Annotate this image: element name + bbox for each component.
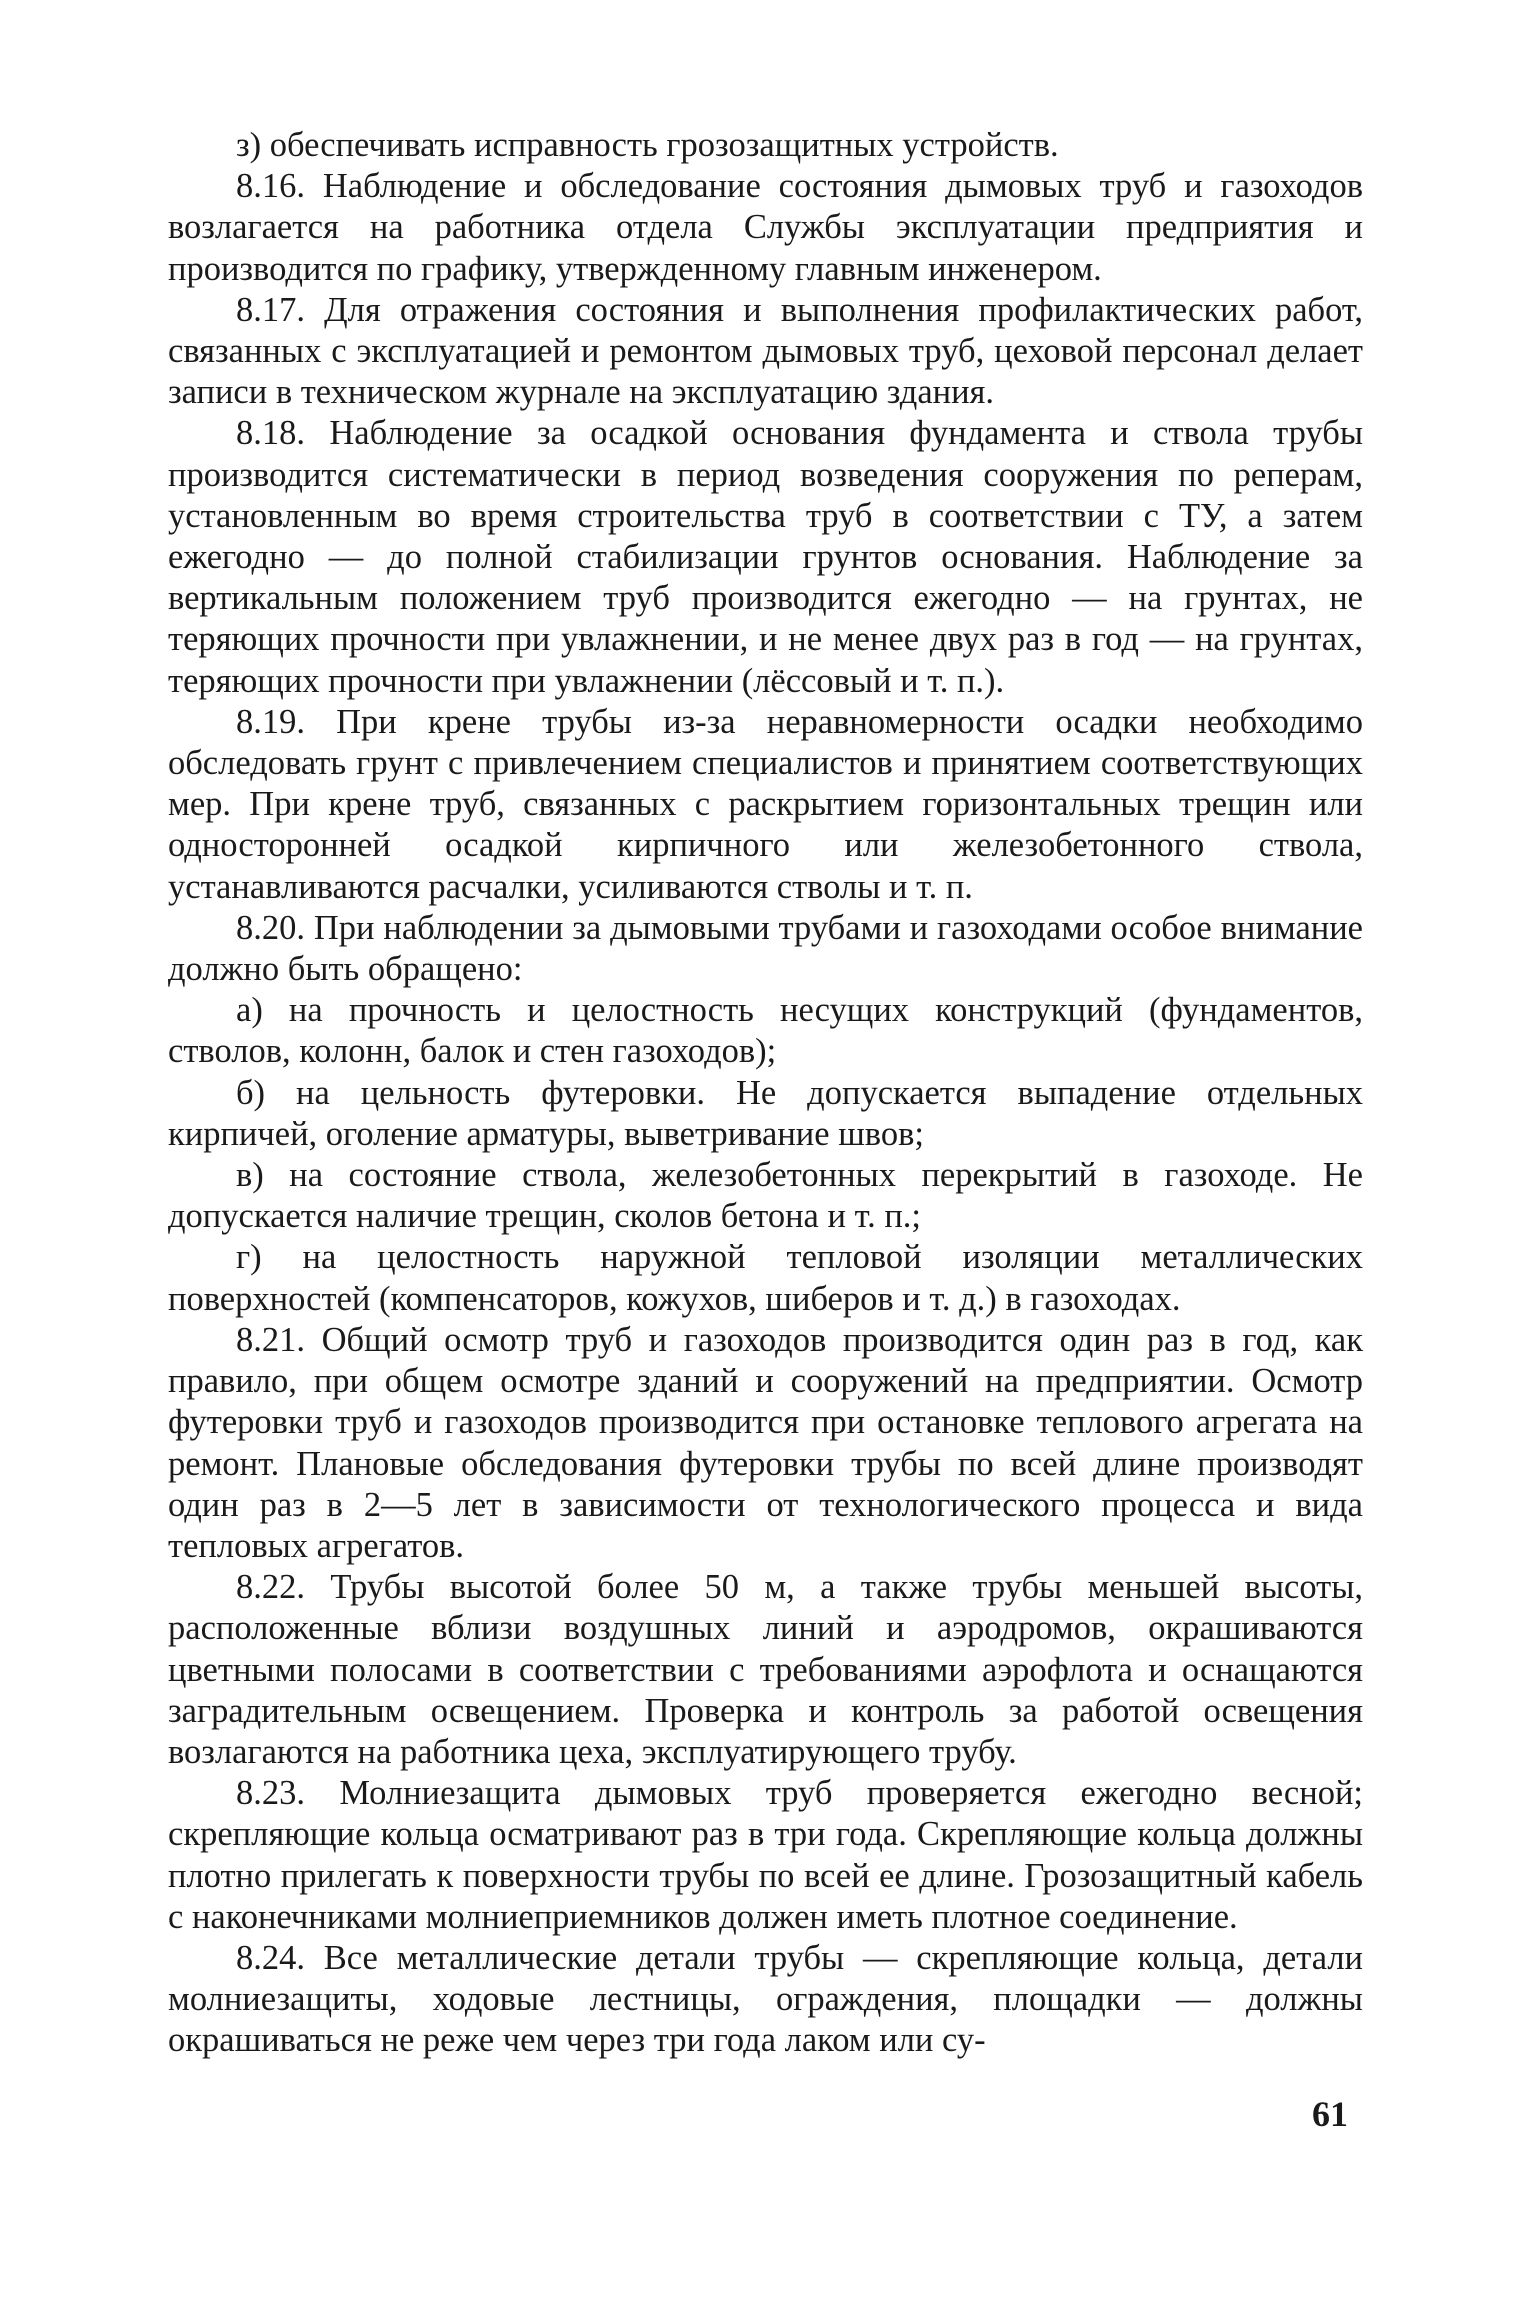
paragraph-item-z: з) обеспечивать исправность грозозащитных устройств. <box>236 126 1059 164</box>
paragraph-8-18: 8.18. Наблюдение за осадкой основания фундамента и ствола трубы производится систематически в период возведения сооружения по реперам, установленным во время строительства труб в соответствии с ТУ, а затем ежегодно — до полной стабилизации грунтов основания. Наблюдение за вертикальным положением труб производится ежегодно — на грунтах, не теряющих прочности при увлажнении, и не менее двух раз в год — на грунтах, теряющих прочности при увлажнении (лёссовый и т. п.). <box>168 414 1363 700</box>
paragraph-8-20-v: в) на состояние ствола, железобетонных перекрытий в газоходе. Не допускается наличие трещин, сколов бетона и т. п.; <box>168 1156 1363 1236</box>
paragraph-8-20: 8.20. При наблюдении за дымовыми трубами и газоходами особое внимание должно быть обращено: <box>168 908 1363 989</box>
paragraph-8-21: 8.21. Общий осмотр труб и газоходов производится один раз в год, как правило, при общем осмотре зданий и сооружений на предприятии. Осмотр футеровки труб и газоходов производится при остановке теплового агрегата на ремонт. Плановые обследования футеровки трубы по всей длине производят один раз в 2—5 лет в зависимости от технологического процесса и вида тепловых агрегатов. <box>168 1320 1363 1565</box>
paragraph-8-17: 8.17. Для отражения состояния и выполнения профилактических работ, связанных с эксплуатацией и ремонтом дымовых труб, цеховой персонал делает записи в техническом журнале на эксплуатацию здания. <box>168 290 1363 412</box>
page-number: 61 <box>1312 2094 1348 2134</box>
paragraph-8-22: 8.22. Трубы высотой более 50 м, а также трубы меньшей высоты, расположенные вблизи воздушных линий и аэродромов, окрашиваются цветными полосами в соответствии с требованиями аэрофлота и оснащаются заградительным освещением. Проверка и контроль за работой освещения возлагаются на работника цеха, эксплуатирующего трубу. <box>168 1568 1363 1771</box>
document-body <box>168 125 1363 2062</box>
paragraph-8-19: 8.19. При крене трубы из-за неравномерности осадки необходимо обследовать грунт с привлечением специалистов и принятием соответствующих мер. При крене труб, связанных с раскрытием горизонтальных трещин или односторонней осадкой кирпичного или железобетонного ствола, устанавливаются расчалки, усиливаются стволы и т. п. <box>168 702 1363 906</box>
paragraph-8-20-a: а) на прочность и целостность несущих конструкций (фундаментов, стволов, колонн, балок и стен газоходов); <box>168 991 1363 1071</box>
paragraph-8-20-g: г) на целостность наружной тепловой изоляции металлических поверхностей (компенсаторов, кожухов, шиберов и т. д.) в газоходах. <box>168 1238 1363 1318</box>
paragraph-8-20-b: б) на цельность футеровки. Не допускается выпадение отдельных кирпичей, оголение арматуры, выветривание швов; <box>168 1073 1363 1153</box>
paragraph-8-16: 8.16. Наблюдение и обследование состояния дымовых труб и газоходов возлагается на работника отдела Службы эксплуатации предприятия и производится по графику, утвержденному главным инженером. <box>168 167 1363 288</box>
paragraph-8-23: 8.23. Молниезащита дымовых труб проверяется ежегодно весной; скрепляющие кольца осматривают раз в три года. Скрепляющие кольца должны плотно прилегать к поверхности трубы по всей ее длине. Грозозащитный кабель с наконечниками молниеприемников должен иметь плотное соединение. <box>168 1774 1363 1936</box>
paragraph-8-24: 8.24. Все металлические детали трубы — скрепляющие кольца, детали молниезащиты, ходовые лестницы, ограждения, площадки — должны окрашиваться не реже чем через три года лаком или су- <box>168 1938 1363 2060</box>
